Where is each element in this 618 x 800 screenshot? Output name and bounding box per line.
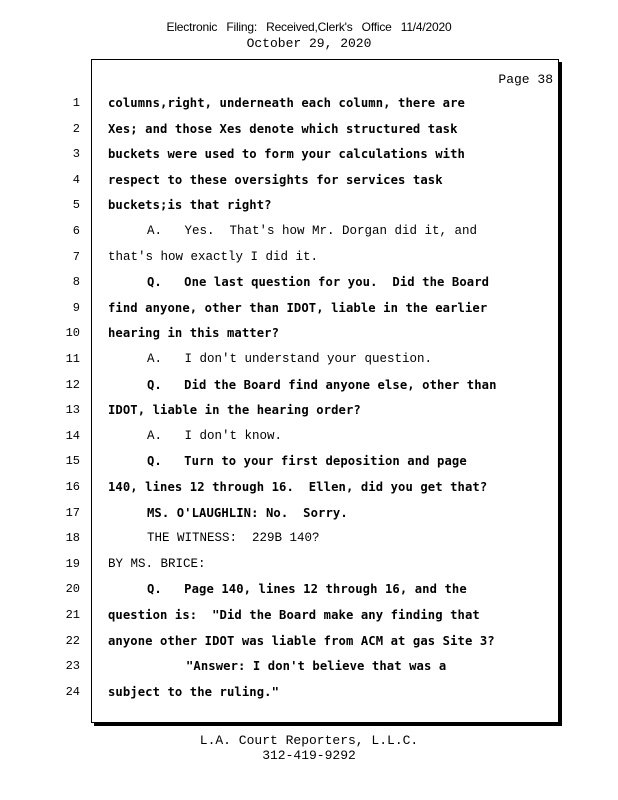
line-number: 11 [65, 352, 80, 366]
transcript-line: THE WITNESS: 229B 140? [147, 531, 320, 546]
transcript-line: IDOT, liable in the hearing order? [108, 403, 361, 418]
transcript-line: 140, lines 12 through 16. Ellen, did you get that? [108, 480, 488, 494]
transcript-line: respect to these oversights for services task [108, 172, 443, 187]
line-number: 7 [72, 249, 80, 264]
line-number: 23 [65, 659, 80, 674]
transcript-line: hearing in this matter? [108, 326, 280, 341]
page-number: Page 38 [498, 72, 553, 87]
transcript-line: find anyone, other than IDOT, liable in the earlier [108, 300, 488, 315]
line-number: 16 [65, 480, 80, 494]
line-number: 15 [65, 454, 80, 469]
line-number: 13 [65, 403, 80, 418]
transcript-line: Q. Did the Board find anyone else, other than [147, 377, 497, 392]
line-number: 12 [65, 377, 80, 392]
line-number: 24 [65, 684, 80, 699]
line-number: 22 [65, 633, 80, 648]
line-number: 1 [72, 96, 80, 110]
line-number: 10 [65, 326, 80, 341]
transcript-line: buckets were used to form your calculations with [108, 147, 465, 162]
line-number: 3 [72, 147, 80, 162]
transcript-line: question is: "Did the Board make any finding that [108, 608, 480, 622]
transcript-line: Q. Turn to your first deposition and page [147, 454, 467, 469]
transcript-line: Q. One last question for you. Did the Board [147, 275, 490, 290]
transcript-line: columns,right, underneath each column, there are [108, 96, 465, 110]
transcript-line: "Answer: I don't believe that was a [186, 659, 447, 674]
filing-date: October 29, 2020 [246, 36, 372, 51]
transcript-line: anyone other IDOT was liable from ACM at gas Site 3? [108, 633, 495, 648]
transcript-line: MS. O'LAUGHLIN: No. Sorry. [147, 505, 348, 520]
line-number: 6 [72, 224, 80, 238]
line-number: 4 [72, 172, 80, 187]
transcript-line: buckets;is that right? [108, 198, 272, 213]
footer-phone: 312-419-9292 [262, 748, 356, 763]
line-number: 8 [72, 275, 80, 290]
line-number: 5 [72, 198, 80, 213]
line-number: 21 [65, 608, 80, 622]
transcript-line: A. I don't understand your question. [147, 352, 433, 366]
transcript-line: subject to the ruling." [108, 684, 280, 699]
filing-stamp: Electronic Filing: Received,Clerk's Office 11/4/2020 [166, 20, 452, 34]
transcript-line: that's how exactly I did it. [108, 249, 319, 264]
transcript-line: BY MS. BRICE: [108, 556, 206, 571]
line-number: 14 [65, 428, 80, 443]
transcript-line: Xes; and those Xes denote which structured task [108, 121, 458, 136]
line-number: 9 [72, 300, 80, 315]
transcript-line: A. Yes. That's how Mr. Dorgan did it, and [147, 224, 478, 238]
transcript-line: Q. Page 140, lines 12 through 16, and the [147, 582, 467, 597]
transcript-line: A. I don't know. [147, 428, 283, 443]
line-number: 19 [65, 556, 80, 571]
line-number: 2 [72, 121, 80, 136]
line-number: 18 [65, 531, 80, 546]
footer-company: L.A. Court Reporters, L.L.C. [199, 733, 419, 748]
line-number: 20 [65, 582, 80, 597]
line-number: 17 [65, 505, 80, 520]
